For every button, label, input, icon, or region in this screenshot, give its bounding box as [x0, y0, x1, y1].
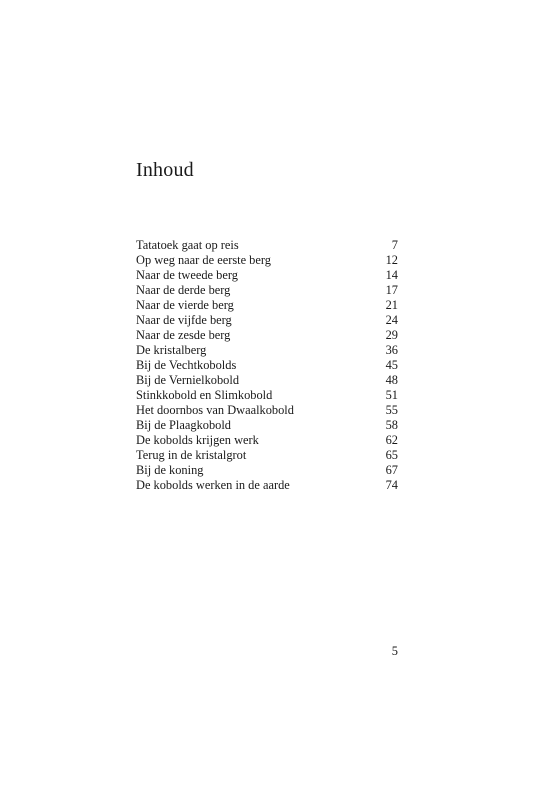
toc-entry-page: 29 — [385, 328, 398, 342]
toc-entry — [136, 328, 398, 343]
toc-entry-page: 58 — [385, 418, 398, 432]
toc-entry-page: 14 — [385, 268, 398, 282]
toc-entry-page: 12 — [385, 253, 398, 267]
toc-entry-page: 51 — [385, 388, 398, 402]
toc-entry — [136, 358, 398, 373]
toc-entry-title: Tatatoek gaat op reis — [136, 238, 239, 252]
toc-entry-title: Naar de zesde berg — [136, 328, 231, 342]
toc-entry — [136, 463, 398, 478]
toc-entry — [136, 283, 398, 298]
toc-entry-page: 17 — [385, 283, 398, 297]
toc-entry-page: 7 — [391, 238, 398, 252]
toc-entry — [136, 403, 398, 418]
toc-entry-title: Stinkkobold en Slimkobold — [136, 388, 273, 402]
toc-entry-page: 65 — [385, 448, 398, 462]
toc-entry-title: Bij de Vernielkobold — [136, 373, 240, 387]
toc-entry-title: Naar de vijfde berg — [136, 313, 232, 327]
table-of-contents — [136, 238, 398, 493]
toc-entry-title: Naar de derde berg — [136, 283, 231, 297]
toc-entry-title: Bij de Vechtkobolds — [136, 358, 237, 372]
toc-entry-page: 74 — [385, 478, 398, 492]
toc-entry-page: 24 — [385, 313, 398, 327]
toc-entry-page: 45 — [385, 358, 398, 372]
toc-entry-title: Het doornbos van Dwaalkobold — [136, 403, 294, 417]
toc-entry-page: 21 — [385, 298, 398, 312]
toc-entry-title: De kristalberg — [136, 343, 207, 357]
toc-entry — [136, 253, 398, 268]
toc-entry — [136, 313, 398, 328]
toc-entry — [136, 343, 398, 358]
page-number: 5 — [391, 644, 398, 658]
toc-entry-page: 62 — [385, 433, 398, 447]
toc-entry-page: 36 — [385, 343, 398, 357]
toc-entry-title: De kobolds krijgen werk — [136, 433, 259, 447]
toc-entry — [136, 388, 398, 403]
toc-entry-title: Bij de Plaagkobold — [136, 418, 231, 432]
toc-entry-title: Bij de koning — [136, 463, 204, 477]
toc-entry-page: 55 — [385, 403, 398, 417]
toc-entry — [136, 478, 398, 493]
toc-entry-page: 48 — [385, 373, 398, 387]
toc-entry — [136, 448, 398, 463]
toc-entry — [136, 418, 398, 433]
toc-entry — [136, 268, 398, 283]
toc-entry-title: Terug in de kristalgrot — [136, 448, 247, 462]
toc-entry-title: Op weg naar de eerste berg — [136, 253, 271, 267]
page-title: Inhoud — [136, 159, 194, 181]
toc-entry-title: Naar de tweede berg — [136, 268, 238, 282]
toc-entry-page: 67 — [385, 463, 398, 477]
toc-entry-title: De kobolds werken in de aarde — [136, 478, 290, 492]
toc-entry — [136, 373, 398, 388]
toc-entry-title: Naar de vierde berg — [136, 298, 234, 312]
toc-entry — [136, 433, 398, 448]
toc-entry — [136, 298, 398, 313]
toc-entry — [136, 238, 398, 253]
